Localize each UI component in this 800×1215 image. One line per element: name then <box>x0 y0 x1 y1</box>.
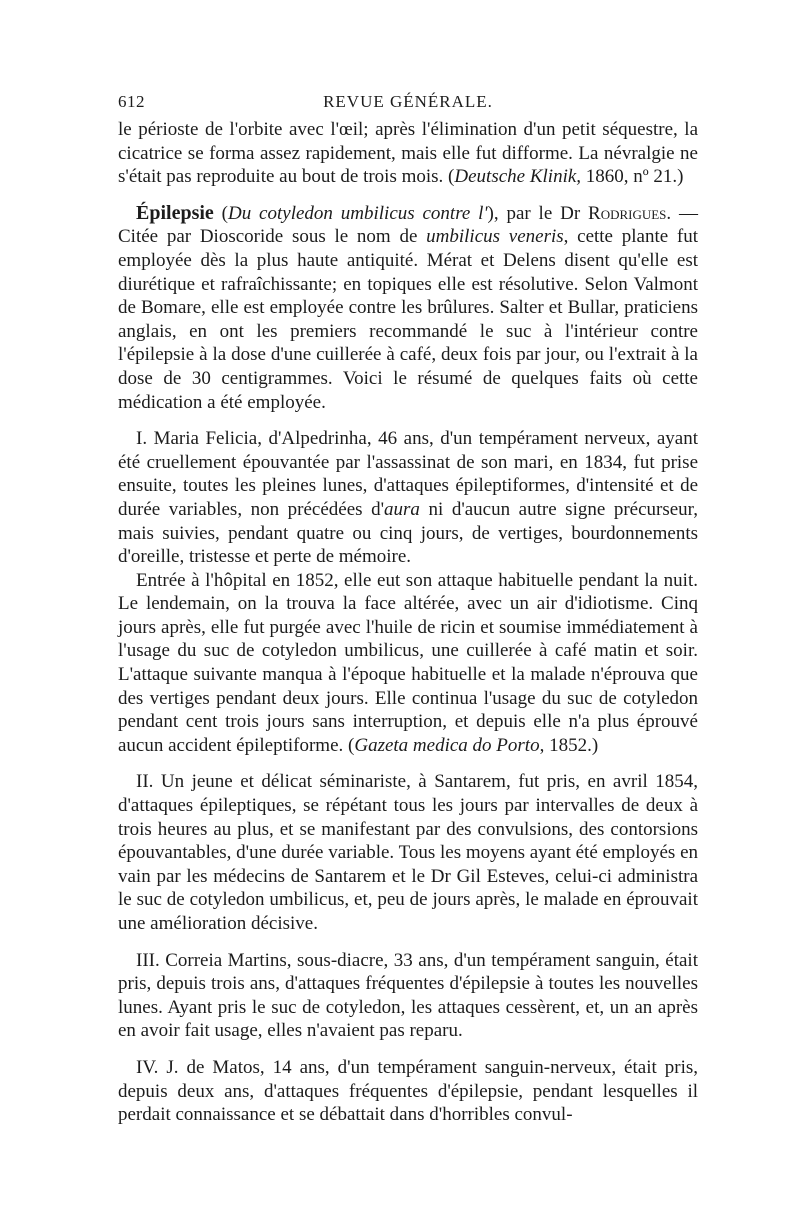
section-heading: Épilepsie <box>136 201 214 224</box>
case-2: II. Un jeune et délicat séminariste, à Santarem, fut pris, en avril 1854, d'attaques épileptiques, se répétant tous les jours par intervalles de deux à trois heures au plus, et se manifestant par des convulsions, des contorsions épouvantables, d'une durée variable. Tous les moyens ayant été employés en vain par les médecins de Santarem et le Dr Gil Esteves, celui-ci administra le suc de cotyledon umbilicus, et, peu de jours après, le malade en éprouvait une amélioration décisive. <box>118 771 699 934</box>
latin-term: umbilicus veneris <box>426 226 564 248</box>
case-1-continued: Entrée à l'hôpital en 1852, elle eut son attaque habituelle pendant la nuit. Le lendemain, on la trouva la face altérée, avec un air d'idiotisme. Cinq jours après, elle fut purgée avec l'huile de ricin et soumise immédiatement à l'usage du suc de cotyledon umbilicus, une cuillerée à café matin et soir. L'attaque suivante manqua à l'époque habituelle et la malade n'éprouva que des vertiges pendant deux jours. Elle continua l'usage du suc de cotyledon pendant cent trois jours sans interruption, et depuis elle n'a plus éprouvé aucun accident épileptiforme. (Gazeta medica do Porto, 1852.) <box>118 569 698 756</box>
aura-term: aura <box>384 498 420 520</box>
source-citation: Gazeta medica do Porto <box>354 734 540 756</box>
running-head <box>118 92 698 118</box>
case-3: III. Correia Martins, sous-diacre, 33 ans, d'un tempérament sanguin, était pris, depuis trois ans, d'attaques fréquentes d'épilepsie à toutes les nouvelles lunes. Ayant pris le suc de cotyledon, les attaques cessèrent, et, un an après en avoir fait usage, elles n'avaient pas reparu. <box>118 949 698 1042</box>
article-body <box>118 118 698 1127</box>
paragraph-epilepsie-intro: Épilepsie (Du cotyledon umbilicus contre l'), par le Dr Rodrigues. — Citée par Dioscoride sous le nom de umbilicus veneris, cette plante fut employée dès la plus haute antiquité. Mérat et Delens disent qu'elle est diurétique et rafraîchissante; en topiques elle est résolutive. Selon Valmont de Bomare, elle est employée contre les brûlures. Salter et Bullar, praticiens anglais, en ont les premiers recommandé le suc à l'intérieur contre l'épilepsie à la dose d'une cuillerée à café, deux fois par jour, ou l'extrait à la dose de 30 centigrammes. Voici le résumé de quelques faits où cette médication a été employée. <box>118 201 699 413</box>
source-citation: Deutsche Klinik, <box>454 166 582 188</box>
page-number: 612 <box>118 92 145 111</box>
article-title: Du cotyledon umbilicus contre l' <box>227 202 488 224</box>
case-4: IV. J. de Matos, 14 ans, d'un tempérament sanguin-nerveux, était pris, depuis deux ans, d'attaques fréquentes d'épilepsie, pendant lesquelles il perdait connaissance et se débattait dans d'horribles convul- <box>118 1056 698 1126</box>
running-title: REVUE GÉNÉRALE. <box>323 92 493 111</box>
paragraph-orbit-case: le périoste de l'orbite avec l'œil; après l'élimination d'un petit séquestre, la cicatrice se forma assez rapidement, mais elle fut difforme. La névralgie ne s'était pas reproduite au bout de trois mois. (Deutsche Klinik, 1860, nº 21.) <box>118 119 698 188</box>
case-1: I. Maria Felicia, d'Alpedrinha, 46 ans, d'un tempérament nerveux, ayant été cruellement épouvantée par l'assassinat de son mari, en 1834, fut prise ensuite, toutes les pleines lunes, d'attaques épileptiformes, d'intensité et de durée variables, non précédées d'aura ni d'aucun autre signe précurseur, mais suivies, pendant quatre ou cinq jours, de vertiges, bourdonnements d'oreille, tristesse et perte de mémoire. <box>118 428 698 568</box>
author-name: Rodrigues <box>588 202 667 224</box>
